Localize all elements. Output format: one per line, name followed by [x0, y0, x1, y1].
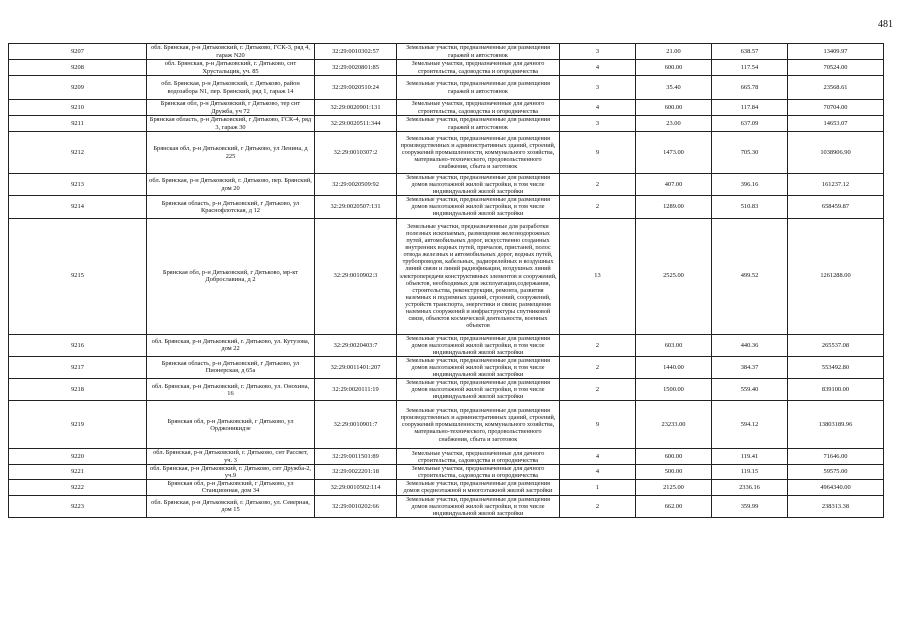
cadastral-value: 553492.80	[788, 356, 884, 378]
cadastral-value: 23568.61	[788, 76, 884, 100]
cadastral-value: 13409.97	[788, 44, 884, 60]
address-cell: обл. Брянская, р-н Дятьковский, г. Дятьково, ул. Онохина, 16	[147, 379, 315, 401]
row-number: 9217	[9, 356, 147, 378]
row-number: 9222	[9, 480, 147, 495]
specific-value: 359.99	[712, 495, 788, 517]
cadastral-value: 1261288.00	[788, 218, 884, 334]
cadastral-number: 32:29:0010902:3	[315, 218, 397, 334]
land-purpose: Земельные участки, предназначенные для дачного строительства, садоводства и огородничества	[397, 60, 560, 76]
cadastral-number: 32:29:0010202:66	[315, 495, 397, 517]
table-row	[9, 76, 884, 100]
land-purpose: Земельные участки, предназначенные для размещения домов малоэтажной жилой застройки, в том числе индивидуальной жилой застройки	[397, 334, 560, 356]
table-row	[9, 100, 884, 116]
cadastral-value: 70524.00	[788, 60, 884, 76]
area-value: 1440.00	[636, 356, 712, 378]
row-number: 9207	[9, 44, 147, 60]
group-number: 3	[560, 44, 636, 60]
address-cell: обл. Брянская, р-н Дятьковский, г. Дятьково, ул. Кутузова, дом 22	[147, 334, 315, 356]
cadastral-number: 32:29:0011401:207	[315, 356, 397, 378]
cadastral-number: 32:29:0010302:57	[315, 44, 397, 60]
group-number: 2	[560, 379, 636, 401]
group-number: 13	[560, 218, 636, 334]
land-purpose: Земельные участки, предназначенные для дачного строительства, садоводства и огородничества	[397, 449, 560, 464]
address-cell: Брянская обл, р-н Дятьковский, г Дятьково, ул Станционная, дом 34	[147, 480, 315, 495]
row-number: 9213	[9, 174, 147, 196]
land-purpose: Земельные участки, предназначенные для дачного строительства, садоводства и огородничества	[397, 464, 560, 479]
group-number: 2	[560, 174, 636, 196]
table-row	[9, 401, 884, 449]
cadastral-value: 70704.00	[788, 100, 884, 116]
cadastral-number: 32:29:0010502:114	[315, 480, 397, 495]
area-value: 2525.00	[636, 218, 712, 334]
address-cell: Брянская обл, р-н Дятьковский, г Дятьково, ул Орджоникидзе	[147, 401, 315, 449]
area-value: 1500.00	[636, 379, 712, 401]
cadastral-number: 32:29:0020511:344	[315, 116, 397, 132]
area-value: 1473.00	[636, 132, 712, 174]
cadastral-number: 32:29:0010307:2	[315, 132, 397, 174]
table-row	[9, 174, 884, 196]
specific-value: 119.15	[712, 464, 788, 479]
row-number: 9215	[9, 218, 147, 334]
table-row	[9, 44, 884, 60]
group-number: 3	[560, 76, 636, 100]
group-number: 1	[560, 480, 636, 495]
group-number: 9	[560, 132, 636, 174]
land-purpose: Земельные участки, предназначенные для размещения производственных и административных зданий, строений, сооружений промышленности, коммунального хозяйства, материально-технического, продовольственного снабжения, сбыта и заготовок	[397, 401, 560, 449]
address-cell: обл. Брянская, р-н Дятьковский, г. Дятьково, снт Рассвет, уч. 3	[147, 449, 315, 464]
cadastral-number: 32:29:0010901:7	[315, 401, 397, 449]
land-purpose: Земельные участки, предназначенные для размещения домов малоэтажной жилой застройки, в том числе индивидуальной жилой застройки	[397, 356, 560, 378]
group-number: 4	[560, 464, 636, 479]
table-row	[9, 60, 884, 76]
row-number: 9209	[9, 76, 147, 100]
land-purpose: Земельные участки, предназначенные для размещения гаражей и автостоянок	[397, 44, 560, 60]
table-row	[9, 196, 884, 218]
specific-value: 117.54	[712, 60, 788, 76]
cadastral-number: 32:29:0020403:7	[315, 334, 397, 356]
table-body	[9, 44, 884, 518]
specific-value: 499.52	[712, 218, 788, 334]
land-purpose: Земельные участки, предназначенные для размещения домов среднеэтажной и многоэтажной жилой застройки	[397, 480, 560, 495]
address-cell: Брянская область, р-н Дятьковский, г Дятьково, ул Пионерская, д 65а	[147, 356, 315, 378]
row-number: 9223	[9, 495, 147, 517]
group-number: 4	[560, 449, 636, 464]
cadastral-number: 32:29:0020801:85	[315, 60, 397, 76]
specific-value: 637.09	[712, 116, 788, 132]
row-number: 9210	[9, 100, 147, 116]
specific-value: 119.41	[712, 449, 788, 464]
group-number: 3	[560, 116, 636, 132]
specific-value: 510.83	[712, 196, 788, 218]
land-purpose: Земельные участки, предназначенные для дачного строительства, садоводства и огородничества	[397, 100, 560, 116]
cadastral-value: 839100.00	[788, 379, 884, 401]
row-number: 9211	[9, 116, 147, 132]
table-row	[9, 495, 884, 517]
area-value: 23233.00	[636, 401, 712, 449]
table-row	[9, 356, 884, 378]
address-cell: обл. Брянская, р-н Дятьковский, г. Дятьково, район водозабора N1, пер. Брянский, ряд 1, гараж 14	[147, 76, 315, 100]
land-purpose: Земельные участки, предназначенные для размещения домов малоэтажной жилой застройки, в том числе индивидуальной жилой застройки	[397, 495, 560, 517]
cadastral-number: 32:29:0020111:19	[315, 379, 397, 401]
cadastral-value: 238313.38	[788, 495, 884, 517]
group-number: 4	[560, 100, 636, 116]
cadastral-value: 59575.00	[788, 464, 884, 479]
address-cell: Брянская область, р-н Дятьковский, г Дятьково, ГСК-4, ряд 3, гараж 30	[147, 116, 315, 132]
area-value: 600.00	[636, 100, 712, 116]
row-number: 9218	[9, 379, 147, 401]
area-value: 603.00	[636, 334, 712, 356]
table-row	[9, 449, 884, 464]
address-cell: обл. Брянская, р-н Дятьковский, г. Дятьково, снт Дружба-2, уч.9	[147, 464, 315, 479]
table-row	[9, 218, 884, 334]
row-number: 9219	[9, 401, 147, 449]
area-value: 500.00	[636, 464, 712, 479]
area-value: 1289.00	[636, 196, 712, 218]
cadastral-value: 265537.08	[788, 334, 884, 356]
cadastral-value: 4964340.00	[788, 480, 884, 495]
table-row	[9, 132, 884, 174]
table-row	[9, 379, 884, 401]
cadastral-number: 32:29:0020510:24	[315, 76, 397, 100]
address-cell: Брянская область, р-н Дятьковский, г Дятьково, ул Краснофлотская, д 12	[147, 196, 315, 218]
row-number: 9221	[9, 464, 147, 479]
area-value: 21.00	[636, 44, 712, 60]
area-value: 600.00	[636, 60, 712, 76]
cadastral-value: 71646.00	[788, 449, 884, 464]
cadastral-number: 32:29:0011501:89	[315, 449, 397, 464]
land-purpose: Земельные участки, предназначенные для размещения гаражей и автостоянок	[397, 116, 560, 132]
cadastral-value-table	[8, 43, 884, 518]
cadastral-value: 14653.07	[788, 116, 884, 132]
group-number: 2	[560, 356, 636, 378]
table-row	[9, 464, 884, 479]
cadastral-number: 32:29:0020901:131	[315, 100, 397, 116]
specific-value: 594.12	[712, 401, 788, 449]
address-cell: Брянская обл, р-н Дятьковский, г Дятьково, тер снт Дружба, уч 72	[147, 100, 315, 116]
specific-value: 705.30	[712, 132, 788, 174]
area-value: 662.00	[636, 495, 712, 517]
specific-value: 638.57	[712, 44, 788, 60]
group-number: 2	[560, 196, 636, 218]
group-number: 4	[560, 60, 636, 76]
row-number: 9208	[9, 60, 147, 76]
specific-value: 396.16	[712, 174, 788, 196]
land-purpose: Земельные участки, предназначенные для размещения производственных и административных зданий, строений, сооружений промышленности, коммунального хозяйства, материально-технического, продовольственного снабжения, сбыта и заготовок	[397, 132, 560, 174]
land-purpose: Земельные участки, предназначенные для размещения домов малоэтажной жилой застройки, в том числе индивидуальной жилой застройки	[397, 379, 560, 401]
table-row	[9, 480, 884, 495]
area-value: 35.40	[636, 76, 712, 100]
table-row	[9, 116, 884, 132]
specific-value: 117.84	[712, 100, 788, 116]
address-cell: Брянская обл, р-н Дятьковский, г Дятьково, ул Ленина, д 225	[147, 132, 315, 174]
cadastral-number: 32:29:0020507:131	[315, 196, 397, 218]
area-value: 2125.00	[636, 480, 712, 495]
address-cell: обл. Брянская, р-н Дятьковский, г. Дятьково, ул. Северная, дом 15	[147, 495, 315, 517]
group-number: 2	[560, 495, 636, 517]
page-number: 481	[878, 19, 893, 30]
area-value: 600.00	[636, 449, 712, 464]
cadastral-value: 161237.12	[788, 174, 884, 196]
group-number: 9	[560, 401, 636, 449]
cadastral-number: 32:29:0022201:18	[315, 464, 397, 479]
cadastral-value: 658459.87	[788, 196, 884, 218]
cadastral-number: 32:29:0020509:92	[315, 174, 397, 196]
row-number: 9214	[9, 196, 147, 218]
row-number: 9212	[9, 132, 147, 174]
row-number: 9220	[9, 449, 147, 464]
row-number: 9216	[9, 334, 147, 356]
table-row	[9, 334, 884, 356]
cadastral-value: 1038906.90	[788, 132, 884, 174]
land-purpose: Земельные участки, предназначенные для разработки полезных ископаемых, размещения железнодорожных путей, автомобильных дорог, искусственно созданных внутренних водных путей, причалов, пристаней, полос отвода железных и автомобильных дорог, водных путей, трубопроводов, кабельных, радиорелейных и воздушных линий связи и линий радиофикации, воздушных линий электропередачи конструктивных элементов и сооружений, объектов, необходимых для эксплуатации,содержания, строительства, реконструкции, ремонта, развития наземных и подземных зданий, строений, сооружений, устройств транспорта, энергетики и связи; размещения наземных сооружений и инфраструктуры спутниковой связи, объектов космической деятельности, военных объектов	[397, 218, 560, 334]
address-cell: обл. Брянская, р-н Дятьковский, г. Дятьково, ГСК-3, ряд 4, гараж N20	[147, 44, 315, 60]
area-value: 23.00	[636, 116, 712, 132]
land-purpose: Земельные участки, предназначенные для размещения домов малоэтажной жилой застройки, в том числе индивидуальной жилой застройки	[397, 174, 560, 196]
specific-value: 559.40	[712, 379, 788, 401]
area-value: 407.00	[636, 174, 712, 196]
specific-value: 440.36	[712, 334, 788, 356]
specific-value: 2336.16	[712, 480, 788, 495]
group-number: 2	[560, 334, 636, 356]
cadastral-value: 13803189.96	[788, 401, 884, 449]
specific-value: 384.37	[712, 356, 788, 378]
specific-value: 665.78	[712, 76, 788, 100]
address-cell: обл. Брянская, р-н Дятьковский, г. Дятьково, пер. Брянский, дом 20	[147, 174, 315, 196]
land-purpose: Земельные участки, предназначенные для размещения домов малоэтажной жилой застройки, в том числе индивидуальной жилой застройки	[397, 196, 560, 218]
address-cell: Брянская обл, р-н Дятьковский, г Дятьково, мр-кт Доброславина, д 2	[147, 218, 315, 334]
address-cell: обл. Брянская, р-н Дятьковский, г. Дятьково, снт Хрустальщик, уч. 85	[147, 60, 315, 76]
land-purpose: Земельные участки, предназначенные для размещения гаражей и автостоянок	[397, 76, 560, 100]
